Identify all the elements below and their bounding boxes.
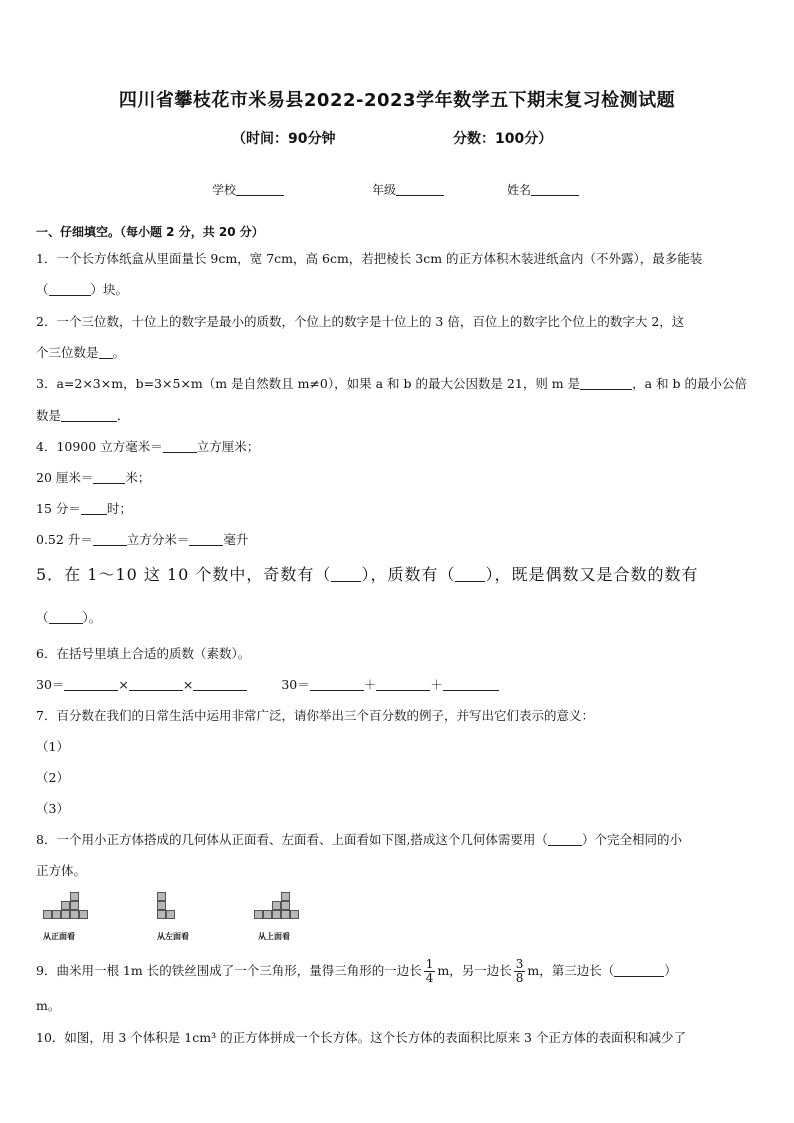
unit-cube-square [70, 892, 79, 901]
q4-d2-blank[interactable] [189, 533, 223, 546]
school-blank[interactable] [236, 183, 284, 196]
q3-lcm-blank[interactable] [61, 409, 117, 422]
q6-product-blank-1[interactable] [64, 678, 118, 691]
unit-cube-square [70, 910, 79, 919]
unit-cube-square [272, 901, 281, 910]
q9-answer-blank[interactable] [614, 964, 664, 977]
school-label: 学校 [212, 183, 237, 197]
unit-cube-square [52, 910, 61, 919]
q6-product-blank-2[interactable] [129, 678, 183, 691]
q8-answer-blank[interactable] [548, 833, 582, 846]
q4-line-d: 0.52 升＝ 立方分米＝ 毫升 [36, 532, 249, 547]
top-view-caption: 从上面看 [258, 932, 290, 941]
q5-line2: （ ）。 [36, 610, 102, 625]
unit-cube-square [281, 892, 290, 901]
q4-line-b: 20 厘米＝ 米； [36, 470, 151, 485]
q6-sum-blank-2[interactable] [376, 678, 430, 691]
name-blank[interactable] [531, 183, 579, 196]
name-field [507, 181, 579, 198]
unit-cube-square [157, 910, 166, 919]
unit-cube-square [61, 901, 70, 910]
time-label: （时间：90分钟 [232, 131, 336, 147]
q7-item-3: （3） [36, 801, 69, 816]
q4-d1-blank[interactable] [93, 533, 127, 546]
q3-line1: 3．a=2×3×m，b=3×5×m（m 是自然数且 m≠0），如果 a 和 b 的最大公因数是 21，则 m 是 ，a 和 b 的最小公倍 [36, 376, 747, 391]
q8-line1: 8．一个用小正方体搭成的几何体从正面看、左面看、上面看如下图,搭成这个几何体需要用（ ）个完全相同的小 [36, 832, 682, 847]
q7-line1: 7．百分数在我们的日常生活中运用非常广泛，请你举出三个百分数的例子，并写出它们表示的意义： [36, 708, 594, 723]
q6-line1: 6．在括号里填上合适的质数（素数）。 [36, 646, 251, 661]
front-view-caption: 从正面看 [43, 932, 75, 941]
q7-item-2: （2） [36, 770, 69, 785]
q9-line2: m。 [36, 998, 61, 1013]
unit-cube-square [281, 910, 290, 919]
q1-answer-blank[interactable] [49, 283, 91, 296]
q1-line1: 1．一个长方体纸盒从里面量长 9cm，宽 7cm，高 6cm，若把棱长 3cm 的正方体积木装进纸盒内（不外露），最多能装 [36, 251, 703, 266]
grade-label: 年级 [372, 183, 397, 197]
unit-cube-square [272, 910, 281, 919]
q4-a-blank[interactable] [163, 440, 197, 453]
page-title: 四川省攀枝花市米易县2022-2023学年数学五下期末复习检测试题 [118, 90, 676, 111]
fraction-one-quarter: $\frac{1}{4}$ [425, 957, 434, 985]
unit-cube-square [263, 910, 272, 919]
q2-answer-blank[interactable] [99, 346, 113, 359]
q6-product-blank-3[interactable] [193, 678, 247, 691]
unit-cube-square [43, 910, 52, 919]
fraction-three-eighths: $\frac{3}{8}$ [515, 957, 524, 985]
section-heading: 一、仔细填空。（每小题 2 分，共 20 分） [36, 225, 264, 239]
left-view-caption: 从左面看 [157, 932, 189, 941]
q5-line1: 5．在 1～10 这 10 个数中，奇数有（ ），质数有（ ），既是偶数又是合数的数有 [36, 565, 699, 584]
unit-cube-square [281, 901, 290, 910]
q7-item-1: （1） [36, 739, 69, 754]
name-label: 姓名 [507, 183, 532, 197]
unit-cube-square [166, 910, 175, 919]
score-label: 分数：100分） [453, 131, 553, 147]
unit-cube-square [79, 910, 88, 919]
q5-odd-blank[interactable] [331, 569, 361, 582]
q2-line2: 个三位数是 。 [36, 345, 126, 360]
grade-blank[interactable] [396, 183, 444, 196]
q3-line2: 数是 ． [36, 408, 130, 423]
q5-prime-blank[interactable] [455, 569, 485, 582]
unit-cube-square [254, 910, 263, 919]
unit-cube-square [290, 910, 299, 919]
q6-sum-blank-1[interactable] [310, 678, 364, 691]
unit-cube-square [70, 901, 79, 910]
q10-line1: 10．如图，用 3 个体积是 1cm³ 的正方体拼成一个长方体。这个长方体的表面积比原来 3 个正方体的表面积和减少了 [36, 1030, 686, 1045]
q3-m-blank[interactable] [580, 377, 632, 390]
unit-cube-square [157, 892, 166, 901]
grade-field [372, 181, 444, 198]
q9-line1: 9．曲米用一根 1m 长的铁丝围成了一个三角形，量得三角形的一边长 $\frac{1}{4}$ m，另一边长 $\frac{3}{8}$ m，第三边长（ ） [36, 957, 677, 985]
unit-cube-square [157, 901, 166, 910]
q8-line2: 正方体。 [36, 863, 87, 878]
q6-sum-blank-3[interactable] [443, 678, 499, 691]
q5-even-composite-blank[interactable] [49, 611, 83, 624]
q4-line-c: 15 分＝ 时； [36, 501, 132, 516]
q8-view-figures [40, 895, 340, 943]
q2-line1: 2．一个三位数，十位上的数字是最小的质数，个位上的数字是十位上的 3 倍，百位上的数字比个位上的数字大 2，这 [36, 314, 685, 329]
q4-line-a: 4．10900 立方毫米＝ 立方厘米； [36, 439, 260, 454]
q4-c-blank[interactable] [81, 502, 107, 515]
q4-b-blank[interactable] [93, 471, 125, 484]
unit-cube-square [61, 910, 70, 919]
school-field [212, 181, 284, 198]
q1-line2: （ ）块。 [36, 282, 129, 297]
q6-equations: 30＝ × × 30＝ ＋ ＋ [36, 677, 758, 693]
